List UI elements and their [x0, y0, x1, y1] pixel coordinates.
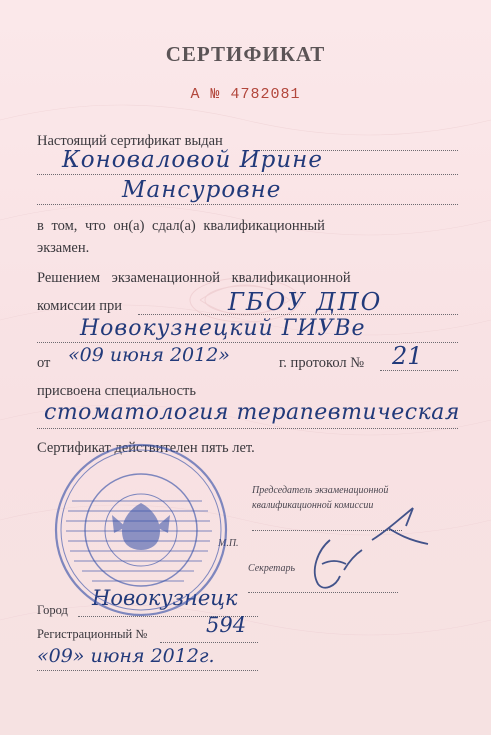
decision-text: Решением экзаменационной квалификационной — [37, 270, 351, 286]
registration-underline — [160, 642, 258, 643]
commission-label: комиссии при — [37, 298, 123, 314]
institution-line1-underline — [138, 314, 458, 315]
certificate-title: СЕРТИФИКАТ — [165, 42, 326, 66]
recipient-line1-underline — [37, 174, 458, 175]
issued-to-label: Настоящий сертификат выдан — [37, 133, 223, 149]
validity-text: Сертификат действителен пять лет. — [37, 440, 255, 456]
recipient-name-line2: Мансуровне — [122, 177, 282, 203]
mp-label: М.П. — [218, 538, 239, 549]
secretary-signature — [300, 530, 370, 600]
recipient-line2-underline — [37, 204, 458, 205]
chairman-signature — [368, 500, 438, 550]
city-label: Город — [37, 603, 68, 617]
serial-number: А № 4782081 — [190, 86, 301, 103]
chairman-label-line1: Председатель экзаменационной — [252, 485, 389, 496]
issue-date: «09» июня 2012г. — [37, 645, 215, 667]
protocol-label: г. протокол № — [279, 355, 365, 371]
protocol-number: 21 — [392, 342, 423, 370]
city-value: Новокузнецк — [92, 586, 238, 610]
official-seal — [52, 441, 230, 619]
secretary-label: Секретарь — [248, 563, 296, 574]
date-prefix: от — [37, 355, 51, 371]
issue-date-underline — [37, 670, 258, 671]
institution-line2: Новокузнецкий ГИУВе — [80, 316, 366, 341]
registration-number: 594 — [206, 613, 247, 637]
recipient-name-line1: Коноваловой Ирине — [62, 147, 323, 173]
chairman-label-line2: квалификационной комиссии — [252, 500, 374, 511]
registration-label: Регистрационный № — [37, 627, 148, 641]
institution-line1: ГБОУ ДПО — [228, 288, 383, 316]
protocol-date: «09 июня 2012» — [68, 344, 230, 366]
passed-exam-text: в том, что он(а) сдал(а) квалификационный — [37, 218, 325, 234]
protocol-number-underline — [380, 370, 458, 371]
exam-text: экзамен. — [37, 240, 90, 256]
specialty-label: присвоена специальность — [37, 383, 196, 399]
specialty-value: стоматология терапевтическая — [44, 400, 460, 425]
specialty-underline — [37, 428, 458, 429]
